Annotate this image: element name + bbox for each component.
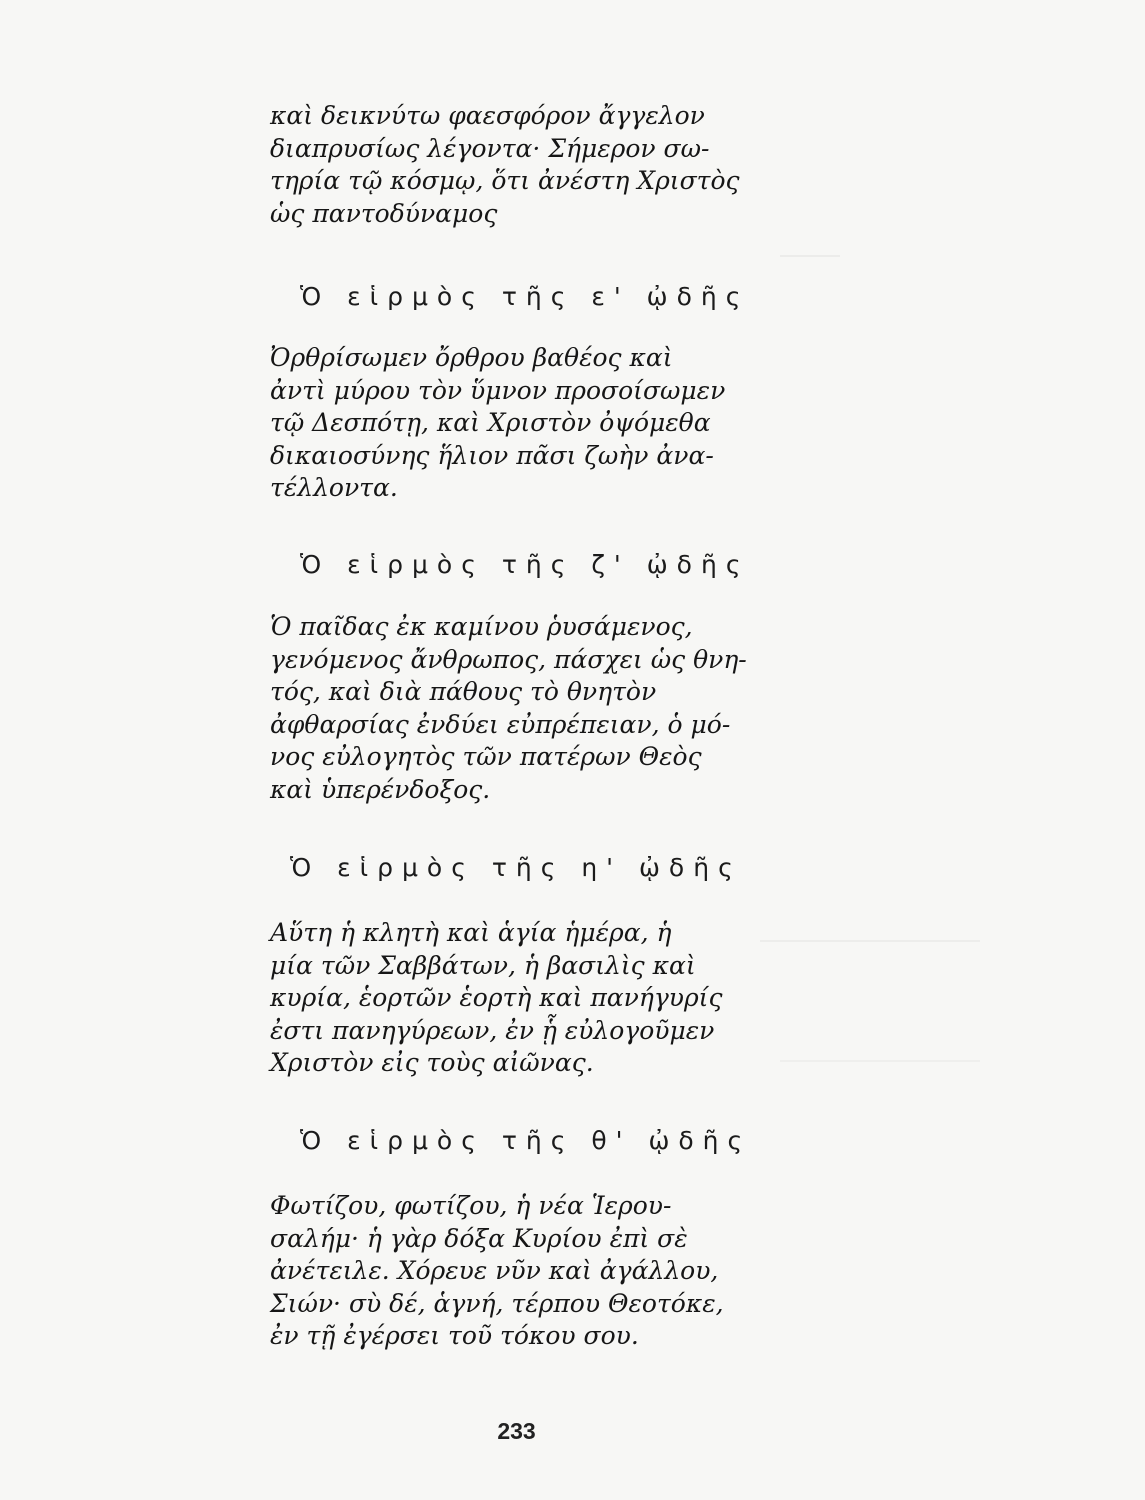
stanza-ode-8	[270, 917, 770, 1080]
text-line: καὶ ὑπερένδοξος.	[270, 774, 491, 804]
text-line: ἀντὶ μύρου τὸν ὕμνον προσοίσωμεν	[270, 375, 726, 405]
heading-ode-8: Ὁ εἱρμὸς τῆς η' ᾠδῆς	[290, 853, 742, 882]
text-line: νος εὐλογητὸς τῶν πατέρων Θεὸς	[270, 742, 702, 771]
bleed-through-mark	[760, 940, 980, 942]
text-line: γενόμενος ἄνθρωπος, πάσχει ὡς θνη-	[270, 644, 747, 674]
text-line: κυρία, ἑορτῶν ἑορτὴ καὶ πανήγυρίς	[270, 983, 723, 1012]
heading-ode-9: Ὁ εἱρμὸς τῆς θ' ᾠδῆς	[300, 1126, 752, 1155]
text-line: ὡς παντοδύναμος	[270, 198, 498, 228]
text-line: μία τῶν Σαββάτων, ἡ βασιλὶς καὶ	[270, 950, 696, 980]
stanza-ode-9	[270, 1190, 770, 1353]
stanza-ode-5	[270, 342, 770, 505]
text-line: ἐστι πανηγύρεων, ἐν ᾗ εὐλογοῦμεν	[270, 1015, 715, 1045]
text-line: Φωτίζου, φωτίζου, ἡ νέα Ἱερου-	[270, 1191, 672, 1220]
text-line: ἀνέτειλε. Χόρευε νῦν καὶ ἀγάλλου,	[270, 1256, 719, 1285]
text-line: ἀφθαρσίας ἐνδύει εὐπρέπειαν, ὁ μό-	[270, 709, 731, 739]
text-line: ἐν τῇ ἐγέρσει τοῦ τόκου σου.	[270, 1321, 639, 1350]
text-line: Ὀρθρίσωμεν ὄρθρου βαθέος καὶ	[270, 343, 673, 372]
bleed-through-mark	[780, 1060, 980, 1062]
text-line: Χριστὸν εἰς τοὺς αἰῶνας.	[270, 1048, 594, 1077]
heading-ode-5: Ὁ εἱρμὸς τῆς ε' ᾠδῆς	[300, 282, 750, 311]
text-line: Αὕτη ἡ κλητὴ καὶ ἁγία ἡμέρα, ἡ	[270, 918, 672, 947]
bleed-through-mark	[780, 255, 840, 257]
text-line: δικαιοσύνης ἥλιον πᾶσι ζωὴν ἀνα-	[270, 440, 714, 470]
text-line: τέλλοντα.	[270, 473, 398, 502]
stanza-ode-7	[270, 611, 770, 806]
text-line: καὶ δεικνύτω φαεσφόρον ἄγγελον	[270, 101, 705, 130]
text-line: Ὁ παῖδας ἐκ καμίνου ῥυσάμενος,	[270, 612, 693, 641]
text-line: σαλήμ· ἡ γὰρ δόξα Κυρίου ἐπὶ σὲ	[270, 1223, 688, 1253]
text-line: τῷ Δεσπότῃ, καὶ Χριστὸν ὀψόμεθα	[270, 408, 711, 437]
heading-ode-7: Ὁ εἱρμὸς τῆς ζ' ᾠδῆς	[300, 550, 750, 579]
stanza-1	[270, 100, 770, 230]
text-line: Σιών· σὺ δέ, ἁγνή, τέρπου Θεοτόκε,	[270, 1288, 724, 1318]
text-line: τηρία τῷ κόσμῳ, ὅτι ἀνέστη Χριστὸς	[270, 166, 740, 195]
page-number: 233	[497, 1418, 536, 1444]
text-line: διαπρυσίως λέγοντα· Σήμερον σω-	[270, 133, 710, 163]
text-line: τός, καὶ διὰ πάθους τὸ θνητὸν	[270, 677, 657, 706]
